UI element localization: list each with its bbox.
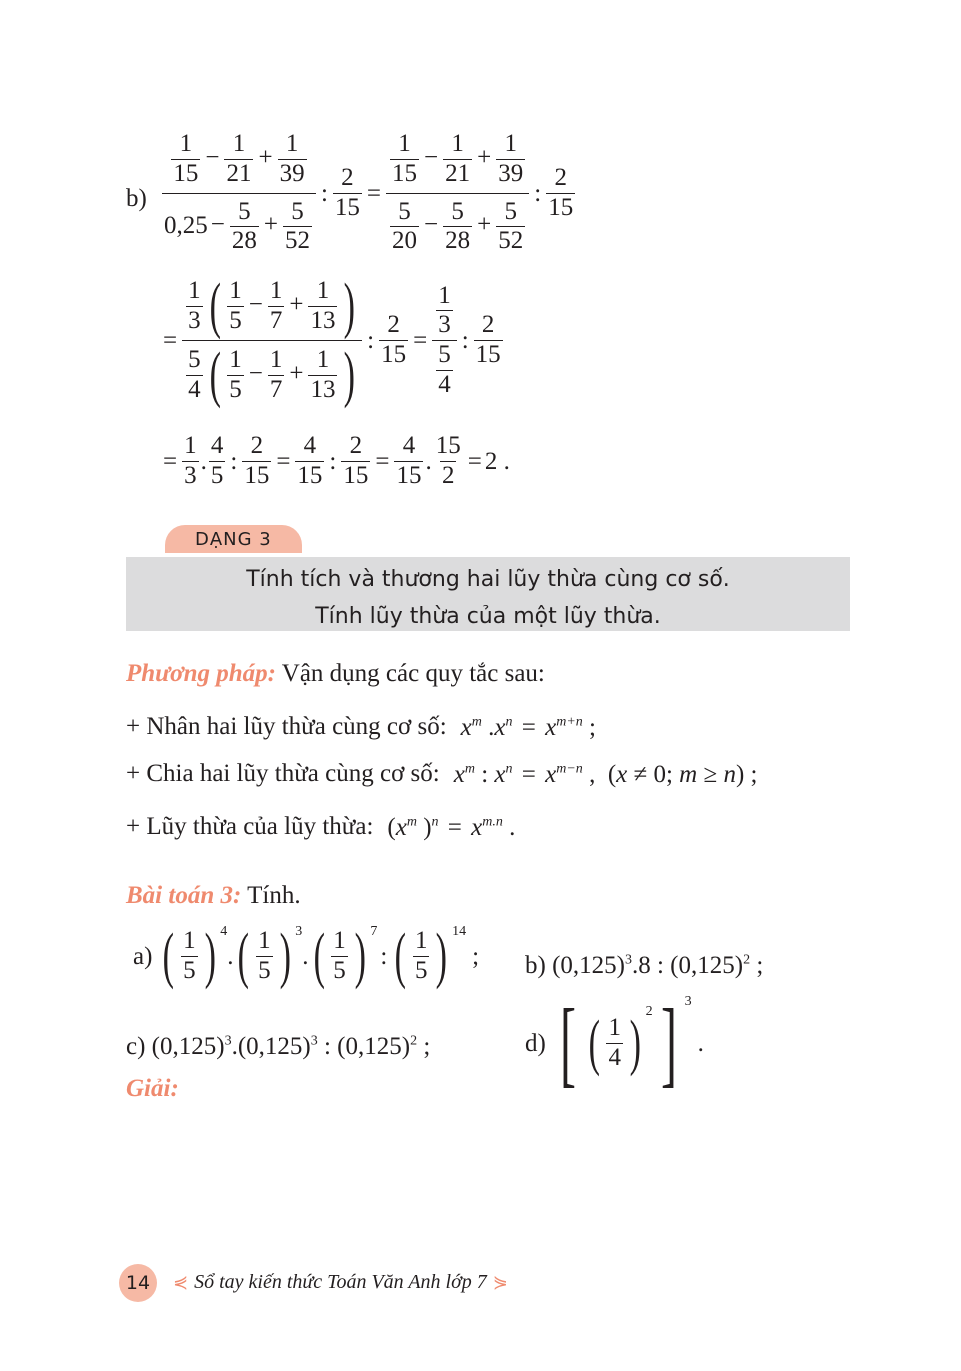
solution-label: Giải: bbox=[126, 1075, 179, 1102]
part-b-row1: $\frac{1}{15}$ − $\frac{1}{21}$ + $\frac{1}{39}$ 0,25 − $\frac{5}{28}$ + $\frac{5}{52}$ : $\frac{2}{15}$ = $\frac{1}{15}$ − $\frac{1}{21}$ + $\frac{1}{39}$ $\frac{5}{20}$ − $\frac{5}{28}$ + $\frac{5}{52}$ : $\frac{2}{15}$ bbox=[164, 130, 574, 255]
method-line bbox=[126, 660, 545, 688]
part-b-label: b) bbox=[126, 185, 147, 212]
section-banner bbox=[126, 557, 850, 631]
banner-line-1: Tính tích và thương hai lũy thừa cùng cơ số. bbox=[246, 567, 730, 592]
footer-title-row bbox=[173, 1271, 508, 1294]
banner-line-2: Tính lũy thừa của một lũy thừa. bbox=[315, 604, 661, 629]
complex-fraction-3: $\frac{1}{3}$ ( $\frac{1}{5}$ − $\frac{1}{7}$ + $\frac{1}{13}$ ) $\frac{5}{4}$ ( $\frac{1}{5}$ − $\frac{1}{7}$ + $\frac{1}{13}$ ) bbox=[182, 275, 362, 406]
rule-2: + Chia hai lũy thừa cùng cơ số: $x^m$ : $x^n = x^{m-n}$ , (x ≠ 0; m ≥ n) ; bbox=[126, 760, 758, 788]
complex-fraction-1: $\frac{1}{15}$ − $\frac{1}{21}$ + $\frac{1}{39}$ 0,25 − $\frac{5}{28}$ + $\frac{5}{52}$ bbox=[162, 130, 316, 256]
method-label: Phương pháp: bbox=[126, 660, 276, 687]
problem-label: Bài toán 3: bbox=[126, 882, 242, 909]
problem-text: Tính. bbox=[247, 882, 301, 909]
part-b-row3: = $\frac{1}{3}$ . $\frac{4}{5}$ : $\frac{2}{15}$ = $\frac{4}{15}$ : $\frac{2}{15}$ = $\frac{4}{15}$ . $\frac{15}{2}$ = 2 . bbox=[163, 432, 510, 489]
problem-a: a) ( $\frac{1}{5}$ ) $^4$ . ( $\frac{1}{5}$ ) $^3$ . ( $\frac{1}{5}$ ) $^7$ : ( $\frac{1}{5}$ ) $^{14}$ ; bbox=[133, 922, 480, 990]
simplified-fraction: $\frac{\frac{1}{3}}{\frac{5}{4}}$ bbox=[432, 282, 457, 400]
page-number: 14 bbox=[119, 1264, 157, 1302]
problem-b: b) $(0,125)^3.8$ : $(0,125)^2$ ; bbox=[525, 952, 764, 979]
problem-heading bbox=[126, 882, 301, 910]
problem-d: d) [ ( $\frac{1}{4}$ ) $^2$ ] $^3$ . bbox=[525, 989, 704, 1096]
complex-fraction-2: $\frac{1}{15}$ − $\frac{1}{21}$ + $\frac{1}{39}$ $\frac{5}{20}$ − $\frac{5}{28}$ + $\frac{5}{52}$ bbox=[386, 130, 529, 256]
problem-c: c) $(0,125)^3.(0,125)^3$ : $(0,125)^2$ ; bbox=[126, 1033, 431, 1060]
footer-deco-right-icon: ⋟ bbox=[492, 1272, 508, 1293]
footer-title: Sổ tay kiến thức Toán Văn Anh lớp 7 bbox=[194, 1271, 487, 1293]
result-value: 2 bbox=[484, 447, 498, 475]
footer-deco-left-icon: ⋞ bbox=[173, 1272, 189, 1293]
method-text: Vận dụng các quy tắc sau: bbox=[281, 660, 545, 687]
section-tag: DẠNG 3 bbox=[165, 525, 302, 553]
part-b-row2: = $\frac{1}{3}$ ( $\frac{1}{5}$ − $\frac{1}{7}$ + $\frac{1}{13}$ ) $\frac{5}{4}$ ( $\frac{1}{5}$ − $\frac{1}{7}$ + $\frac{1}{13}$ ) : $\frac{2}{15}$ = $\frac{\frac{1}{3}}{\frac{5}{4}}$ : $\frac{2}{15}$ bbox=[163, 272, 501, 409]
rule-3: + Lũy thừa của lũy thừa: ($x^m$ )$^n = x^{m.n}$ . bbox=[126, 813, 516, 841]
rule-1: + Nhân hai lũy thừa cùng cơ số: $x^m$ $.x^n = x^{m+n}$ ; bbox=[126, 713, 596, 741]
